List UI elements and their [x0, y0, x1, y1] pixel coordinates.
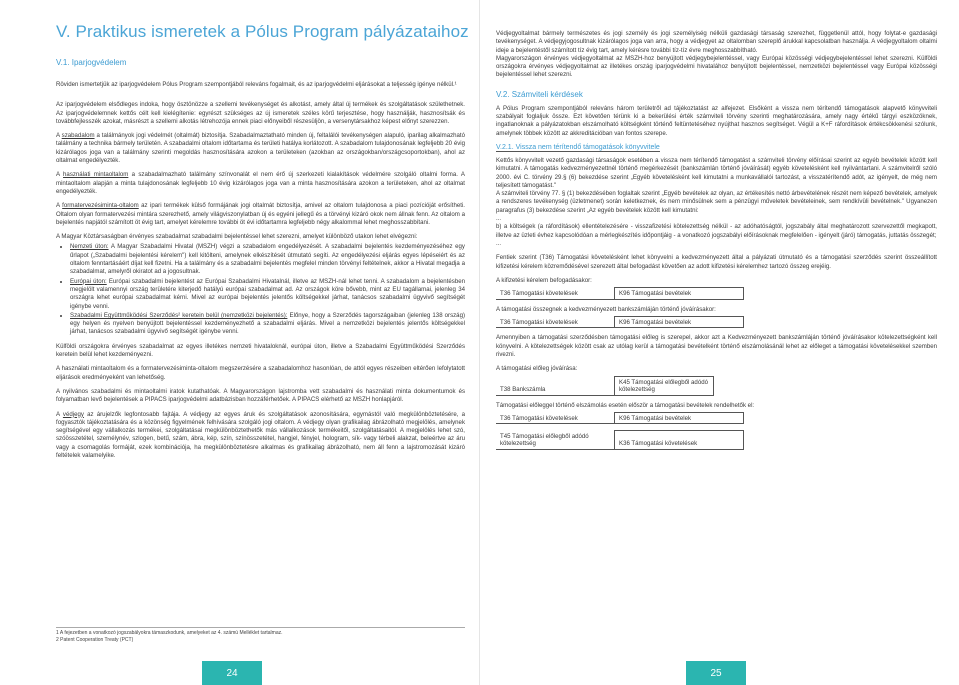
paragraph-point-b: b) a költségek (a ráfordítások) ellentételezésére - visszafizetési kötelezettség nélkül - az adóhatóságtól, jogszabály által meghatározott szervezettől megkapott, illetve az üzleti évhez kapcsolódóan a mérlegkészítés időpontjáig - a vonatkozó jogszabályi előírásoknak megfelelően - igényelt (járó) támogatás, juttatás összegét; [496, 223, 937, 239]
list-item: • Európai úton: Európai szabadalmi bejelentést az Európai Szabadalmi Hivatalnál, illetve az MSZH-nál lehet tenni. A szabadalom a bejelentésben megjelölt valamennyi ország területére kiterjedő hatályú európai szabadalmat ad. Az országok köre bővebb, mint az EU tagállamai, jelenleg 34 országra lehet európai szabadalmat kérni. Mivel az európai bejelentés jelentős költségekkel járhat, tanácsos szabadalmi ügyvivő segítségét igénybe venni. [70, 278, 465, 311]
credit-cell: K45 Támogatási előlegből adódó kötelezettség [615, 376, 714, 395]
paragraph-bookkeeping: Kettős könyvvitelt vezető gazdasági társaságok esetében a vissza nem térítendő támogatást a számviteli törvény előírásai szerint az egyéb bevételek között kell kimutatni. A támogatás kedvezményezettnél történő megérkezését (bankszámlán történő jóváírását) egyéb követelésként kell nyilvántartani. A számvitelről szóló 2000. évi C. törvény 29.§ (6) bekezdése szerint „Egyéb követelésként kell kimutatni a munkavállalói tartozást, a visszatérítendő adót, az igényelt, de még nem teljesített támogatást." [496, 156, 937, 189]
paragraph-trademark-routes: Magyarországon érvényes védjegyoltalmat az MSZH-hoz benyújtott védjegybejelentéssel, vagy Európai közösségi védjegybejelentéssel lehet szerezni. Külföldi országokra érvényes védjegyoltalmat az illetékes ország iparjogvédelmi hivatalához benyújtott bejelentéssel, nemzetközi bejelentéssel vagy Európai közösségi bejelentéssel lehet szerezni. [496, 54, 937, 79]
subsection-heading-v21: V.2.1. Vissza nem térítendő támogatások könyvvitele [496, 143, 660, 151]
footnote: 2 Patent Cooperation Treaty (PCT) [56, 636, 134, 643]
credit-cell: K36 Támogatási követelések [615, 431, 744, 450]
debit-cell: T36 Támogatási követelések [496, 316, 615, 328]
paragraph-pipacs: A nyilvános szabadalmi és mintaoltalmi iratok kutathatóak. A Magyarországon lajstromba vett szabadalmi és használati minta dokumentumok és folyamatban levő bejelentések a PIPACS iparjogvédelmi adatbázisban hozzáférhetőek. A PIPACS elérhető az MSZH honlapjáról. [56, 387, 465, 404]
list-item: • Nemzeti úton: A Magyar Szabadalmi Hivatal (MSZH) végzi a szabadalom engedélyezését. A szabadalmi bejelentés kezdeményezéséhez egy űrlapot („Szabadalmi bejelentési kérelem") kell kitölteni, amelynek elkészítését útmutató segíti. Az engedélyezési eljárás egyes lépéseiért és az oltalom fenntartásáért díjat kell fizetni. Ha a találmány és a szabadalmi bejelentés megfelel minden törvényi feltételnek, akkor a Hivatal megadja a szabadalmat, amelyről okiratot ad a jogosultnak. [70, 243, 465, 276]
credit-cell: K96 Támogatási bevételek [615, 288, 744, 300]
paragraph-intro: Röviden ismertetjük az iparjogvédelem Pólus Program szempontjából releváns fogalmait, és az iparjogvédelmi eljárásokat a teljesség igénye nélkül.¹ [56, 81, 457, 88]
footnote: 1 A fejezetben a vonatkozó jogszabályokra támaszkodunk, amelyeket az 4. számú Melléklet tartalmaz. [56, 630, 283, 636]
credit-cell: K96 Támogatási bevételek [615, 316, 744, 328]
left-page [0, 0, 479, 685]
entry-table-5 [496, 430, 744, 450]
list-item: • Szabadalmi Együttműködési Szerződés² keretein belül (nemzetközi bejelentés): Előnye, hogy a Szerződés tagországaiban (jelenleg 138 ország) egy helyen és nyelven benyújtott bejelentéssel kezdeményezhető a szabadalmi eljárás. Mivel a nemzetközi bejelentés jelentős költségekkel járhat, tanácsos szabadalmi ügyvivő segítségét igénybe venni. [70, 312, 465, 337]
paragraph-other-income: A számviteli törvény 77. § (1) bekezdésében foglaltak szerint „Egyéb bevételek az olyan, az értékesítés nettó árbevételének részét nem képező bevételek, amelyek a rendszeres tevékenység (üzletmenet) során keletkeznek, és nem minősülnek sem a pénzügyi műveletek bevételeinek, sem rendkívüli bevételnek." Ugyanezen paragrafus (3) bekezdése szerint „Az egyéb bevételek között kell kimutatni: [496, 190, 937, 214]
label-advance-credit: A támogatási előleg jóváírása: [496, 365, 578, 373]
section-heading-v1: V.1. Iparjogvédelem [56, 58, 127, 67]
page-number: 25 [686, 661, 746, 685]
label-advance-settlement: Támogatási előleggel történő elszámolás esetén először a támogatási bevételek rendelhetők el: [496, 401, 755, 409]
paragraph-procedures: A használati mintaoltalom és a formatervezésiminta-oltalom megszerzésére a szabadalomhoz hasonlóan, de attól egyes részeiben eltérően lefolytatott eljárások eredményeként van lehetőség. [56, 365, 465, 381]
entry-table-2 [496, 316, 744, 329]
paragraph-trademark-owner: Védjegyoltalmat bármely természetes és jogi személy és jogi személyiség nélküli gazdasági társaság szerezhet, függetlenül attól, hogy folytat-e gazdasági tevékenységet. A védjegyjogosultnak kizárólagos joga van arra, hogy a védjegyet az oltalomban szereplő árukkal kapcsolatban használja. A védjegyoltalom oltalmi ideje a bejelentéstől számított tíz évig tart, amely kérésre további tíz-tíz évre meghosszabbítható. [496, 30, 937, 54]
entry-table-1 [496, 287, 744, 300]
debit-cell: T36 Támogatási követelések [496, 288, 615, 300]
paragraph-foreign: Külföldi országokra érvényes szabadalmat az egyes illetékes nemzeti hivataloknál, európai úton, illetve a Szabadalmi Együttműködési Szerződés keretein belül lehet kezdeményezni. [56, 342, 465, 359]
debit-cell: T38 Bankszámla [496, 376, 615, 395]
routes-list [56, 243, 465, 336]
paragraph-purpose: Az iparjogvédelem elsődleges indoka, hogy ösztönözze a szellemi tevékenységet és alkotást, amely által új termékek és szolgáltatások születhetnek. Az iparjogvédelemnek kettős célt kell kielégítenie: egyrészt szükséges az új ismeretek széles körű terjesztése, hogy használják, hasznosítsák és továbbfejlesszék azokat, másrészt a szellemi alkotás létrehozója ennek piaci előnyeiből részesüljön, a versenytársakhoz képest előnyt szerezzen. [56, 101, 465, 125]
paragraph-trademark: A védjegy az árujelzők legfontosabb fajtája. A védjegy az egyes áruk és szolgáltatások azonosítására, egymástól való megkülönböztetésére, a fogyasztók tájékoztatására és a közönség figyelmének felhívására szolgáló jogi oltalom. A védjegy olyan grafikailag ábrázolható megjelölés, amelynek segítségével egy vállalkozás termékei, szolgáltatásai megkülönböztethetők más vállalkozások termékeitől, szolgáltatásaitól. A megjelölés lehet szó, szóösszetétel, személynév, szlogen, betű, szám, ábra, kép, szín, színösszetétel, hangjel, fényjel, hologram, sík- vagy térbeli alakzat, beleértve az áru vagy a csomagolás formáját, ezek kombinációja, ha megkülönböztetésre alkalmas és grafikailag ábrázolható, nem áll fenn a lajstromozását kizáró feltételek valamelyike. [56, 410, 465, 459]
paragraph-grant-claim: Fentiek szerint (T36) Támogatási követelésként lehet könyvelni a kedvezményezett által a pályázati útmutató és a támogatási szerződés szerint összeállított kifizetési kérelem közremődésével szerezett által befogadást követően az adott kifizetési kérelemhez tartozó összeg erejéig. [496, 254, 937, 270]
chapter-title: V. Praktikus ismeretek a Pólus Program pályázataihoz [56, 22, 469, 41]
entry-table-4 [496, 412, 744, 425]
paragraph-accounting-intro: A Pólus Program szempontjából releváns három területről ad tájékoztatást az alfejezet. Elsőként a vissza nem térítendő támogatások alapvető könyvviteli szabályait foglaljuk össze. Ezt követően térünk ki a bekerülési érték számviteli törvény szerinti meghatározására, amely nagy értékű tárgyi eszközöknek, ingatlanoknak a pályázatokban elszámolható költségként történő feltüntetéséhez nyújthat hasznos segítséget. Végül a K+F ráfordítások értékcsökkenési szólunk, amelynek többek között az akkreditációban van fontos szerepe. [496, 104, 937, 137]
footnotes [56, 627, 465, 643]
ellipsis: ... [496, 215, 502, 223]
paragraph-routes: A Magyar Köztársaságban érvényes szabadalmat szabadalmi bejelentéssel lehet szerezni, amelyet különböző utakon lehet elvégezni: [56, 233, 418, 241]
section-heading-v2: V.2. Számviteli kérdések [496, 89, 583, 99]
page-number: 24 [202, 661, 262, 685]
right-content [496, 30, 937, 456]
paragraph-design: A formatervezésiminta-oltalom az ipari termékek külső formájának jogi oltalmát biztosítja, amivel az oltalom tulajdonosa a piaci pozícióját erősítheti. Oltalom olyan formatervezési mintára szerezhető, amely világviszonylatban új és egyéni jellegű és a törvényi kizáró okok nem állnak fenn. Az oltalom a bejelentés napjától számított öt évig tart, amelyet kérelemre további öt évi időtartamra legfeljebb négy alkalommal lehet meghosszabbítani. [56, 202, 465, 226]
credit-cell: K96 Támogatási bevételek [615, 412, 744, 424]
label-claim-acceptance: A kifizetési kérelem befogadásakor: [496, 276, 592, 284]
right-page [480, 0, 959, 685]
ellipsis: ... [496, 239, 502, 247]
debit-cell: T45 Támogatási előlegből adódó kötelezettség [496, 431, 615, 450]
label-credit-on-account: A támogatási összegnek a kedvezményezett bankszámláján történő jóváírásakor: [496, 305, 716, 313]
paragraph-advance: Amennyiben a támogatási szerződésben támogatási előleg is szerepel, akkor azt a Kedvezményezett bankszámláján történő jóváírásakor kötelezettségként kell könyvelni. A kötelezettségek között csak az utólag kerül a támogatási bevételként történő elszámolásánál lehet az előleget a támogatási követelésekkel szemben rivezni. [496, 334, 937, 359]
paragraph-utility-model: A használati mintaoltalom a szabadalmazható találmány színvonalát el nem érő új szerkezeti kialakítások védelmére szolgáló oltalmi forma. A mintaoltalom alapján a minta tulajdonosának legfeljebb 10 évig kizárólagos joga van a minta hasznosítására azokon a területeken, ahol az oltalmat engedélyezték. [56, 171, 465, 195]
debit-cell: T36 Támogatási követelések [496, 412, 615, 424]
entry-table-3 [496, 376, 714, 396]
paragraph-patent: A szabadalom a találmányok jogi védelmét (oltalmát) biztosítja. Szabadalmaztatható minden új, feltalálói tevékenységen alapuló, iparilag alkalmazható találmány a technika bármely területén. A szabadalmi oltalom időtartama és területi hatálya korlátozott. A szabadalom tulajdonosának legfeljebb 20 évig kizárólagos joga van a találmány szerinti megoldás hasznosítására azokon a területeken (azokban az országokban/országcsoportokban), ahol az oltalmat engedélyezték. [56, 132, 466, 165]
left-content [56, 58, 465, 466]
